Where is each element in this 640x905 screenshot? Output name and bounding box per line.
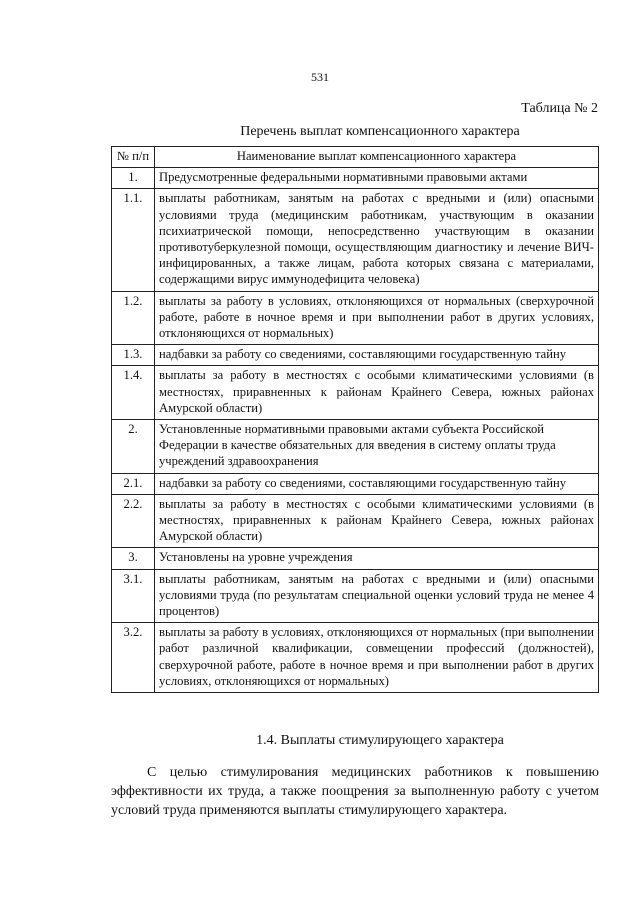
row-number: 2.2. [112,494,155,548]
row-number: 3.1. [112,569,155,623]
table-header-row [112,147,599,168]
table-row [112,345,599,366]
row-number: 3. [112,548,155,569]
payment-description: выплаты работникам, занятым на работах с вредными и (или) опасными условиями труда (медицинским работникам, участвующим в оказании психиатрической помощи, непосредственно участвующим в оказании противотуберкулезной помощи, осуществляющим диагностику и лечение ВИЧ-инфицированных, а также лицам, работа которых связана с материалами, содержащими вирус иммунодефицита человека) [155,189,599,291]
payment-description: надбавки за работу со сведениями, составляющими государственную тайну [155,345,599,366]
section-title: Установлены на уровне учреждения [155,548,599,569]
table-row [112,291,599,345]
table-title: Перечень выплат компенсационного характера [240,124,520,139]
table-row [112,623,599,693]
payment-description: надбавки за работу со сведениями, составляющими государственную тайну [155,473,599,494]
section-subheading: 1.4. Выплаты стимулирующего характера [256,733,504,748]
table-row [112,366,599,420]
row-number: 1. [112,168,155,189]
table-row [112,189,599,291]
row-number: 1.2. [112,291,155,345]
payment-description: выплаты за работу в местностях с особыми климатическими условиями (в местностях, приравненных к районам Крайнего Севера, южных районах Амурской области) [155,366,599,420]
section-title: Предусмотренные федеральными нормативными правовыми актами [155,168,599,189]
table-row [112,569,599,623]
table-row [112,420,599,474]
row-number: 2.1. [112,473,155,494]
table-number: Таблица № 2 [521,101,598,116]
header-name: Наименование выплат компенсационного характера [155,147,599,168]
header-number: № п/п [112,147,155,168]
compensation-payments-table [111,146,599,693]
body-paragraph: С целью стимулирования медицинских работников к повышению эффективности их труда, а также поощрения за выполненную работу с учетом условий труда применяются выплаты стимулирующего характера. [111,765,599,818]
payment-description: выплаты за работу в местностях с особыми климатическими условиями (в местностях, приравненных к районам Крайнего Севера, южных районах Амурской области) [155,494,599,548]
row-number: 1.4. [112,366,155,420]
row-number: 2. [112,420,155,474]
row-number: 1.1. [112,189,155,291]
section-title: Установленные нормативными правовыми актами субъекта Российской Федерации в качестве обязательных для введения в систему оплаты труда учреждений здравоохранения [155,420,599,474]
payment-description: выплаты за работу в условиях, отклоняющихся от нормальных (при выполнении работ различной квалификации, совмещении профессий (должностей), сверхурочной работе, работе в ночное время и при выполнении работ в других условиях, отклоняющихся от нормальных) [155,623,599,693]
table-row [112,473,599,494]
table-row [112,548,599,569]
row-number: 1.3. [112,345,155,366]
table-body [112,168,599,693]
table-row [112,168,599,189]
page-number: 531 [311,70,329,84]
payment-description: выплаты за работу в условиях, отклоняющихся от нормальных (сверхурочной работе, работе в ночное время и при выполнении работ в других условиях, отклоняющихся от нормальных) [155,291,599,345]
row-number: 3.2. [112,623,155,693]
table-row [112,494,599,548]
payment-description: выплаты работникам, занятым на работах с вредными и (или) опасными условиями труда (по результатам специальной оценки условий труда не менее 4 процентов) [155,569,599,623]
